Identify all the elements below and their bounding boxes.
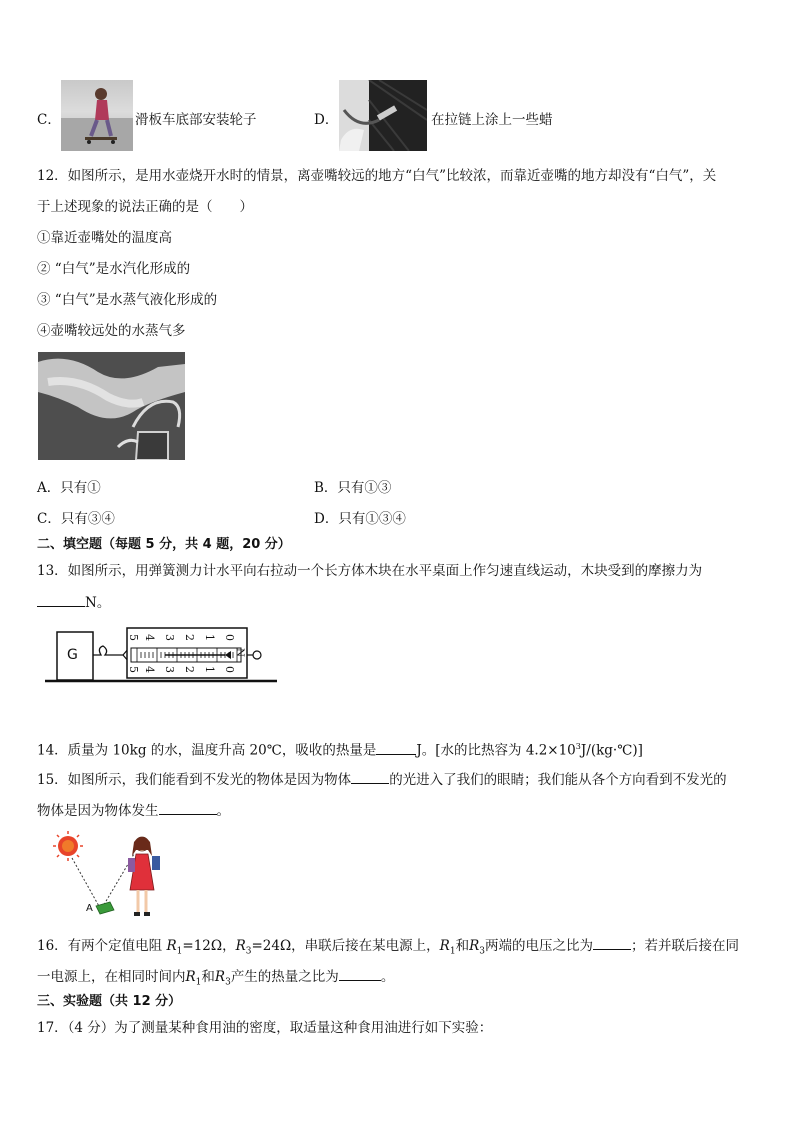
q13-unit: N。 — [85, 595, 111, 611]
q14-answer-blank[interactable] — [376, 741, 416, 755]
skateboard-photo — [61, 80, 133, 151]
q12-option-c: C．只有③④ — [37, 511, 115, 527]
scale-number: 0 — [223, 666, 236, 673]
option-d-text: 在拉链上涂上一些蜡 — [431, 112, 553, 128]
scale-number: 1 — [203, 634, 216, 641]
q14-stem: 14．质量为 10kg 的水，温度升高 20℃，吸收的热量是 J。[水的比热容为 $4.2\times 10^3J/(kg\cdot℃)$] — [37, 742, 643, 759]
q15-stem-line2: 物体是因为物体发生 。 — [37, 803, 230, 819]
option-c-text: 滑板车底部安装轮子 — [135, 112, 257, 128]
zipper-photo — [339, 80, 427, 151]
scale-number: 4 — [143, 666, 156, 673]
scale-number: 2 — [183, 634, 196, 641]
scale-number: 0 — [223, 634, 236, 641]
q12-option-d: D．只有①③④ — [314, 511, 406, 527]
q12-statement-1: ①靠近壶嘴处的温度高 — [37, 230, 172, 246]
q16-stem-line2: 一电源上，在相同时间内$R_1$和$R_3$产生的热量之比为 。 — [37, 969, 395, 988]
scale-number: 3 — [163, 634, 176, 641]
q15-stem-line1: 15．如图所示，我们能看到不发光的物体是因为物体 的光进入了我们的眼睛；我们能从各个方向看到不发光的 — [37, 772, 727, 788]
option-d-letter: D． — [314, 112, 339, 128]
section-fill-in-title: 二、填空题（每题 5 分，共 4 题，20 分） — [37, 537, 291, 552]
scale-unit: N — [233, 648, 245, 657]
q13-stem-line1: 13．如图所示，用弹簧测力计水平向右拉动一个长方体木块在水平桌面上作匀速直线运动，木块受到的摩擦力为 — [37, 563, 703, 579]
q16-stem-line1: 16．有两个定值电阻 $R_1=12\Omega$，$R_3=24\Omega$，串联后接在某电源上，$R_1$和$R_3$两端的电压之比为 ；若并联后接在同 — [37, 938, 739, 957]
q12-statement-2: ② “白气”是水汽化形成的 — [37, 261, 191, 277]
q12-stem-line1: 12．如图所示，是用水壶烧开水时的情景，离壶嘴较远的地方“白气”比较浓，而靠近壶嘴的地方却没有“白气”，关 — [37, 168, 717, 184]
scale-number: 5 — [127, 634, 140, 641]
point-a-label: A — [86, 903, 93, 914]
q15-answer-blank-2[interactable] — [159, 801, 217, 815]
q13-answer-blank[interactable] — [37, 593, 85, 607]
scale-number: 4 — [143, 634, 156, 641]
q16-answer-blank-2[interactable] — [339, 967, 381, 981]
scale-number: 1 — [203, 666, 216, 673]
scale-number: 2 — [183, 666, 196, 673]
kettle-steam-photo — [38, 352, 185, 460]
q13-stem-line2 — [37, 593, 110, 612]
q16-answer-blank-1[interactable] — [593, 936, 631, 950]
girl-figure — [128, 837, 160, 916]
q17-stem: 17．（4 分）为了测量某种食用油的密度，取适量这种食用油进行如下实验： — [37, 1020, 493, 1036]
q12-option-b: B．只有①③ — [314, 480, 392, 496]
sun-icon — [53, 831, 83, 861]
scale-number: 5 — [127, 666, 140, 673]
sun-girl-diagram — [50, 830, 170, 922]
q12-statement-3: ③ “白气”是水蒸气液化形成的 — [37, 292, 218, 308]
q12-option-a: A．只有① — [37, 480, 101, 496]
q12-statement-4: ④壶嘴较远处的水蒸气多 — [37, 323, 186, 339]
option-c-letter: C． — [37, 112, 61, 128]
section-experiment-title: 三、实验题（共 12 分） — [37, 994, 182, 1009]
block-weight-label: G — [67, 647, 78, 663]
scale-number: 3 — [163, 666, 176, 673]
q12-stem-line2: 于上述现象的说法正确的是（ ） — [37, 199, 253, 215]
spring-scale-diagram — [45, 626, 277, 684]
q15-answer-blank-1[interactable] — [351, 770, 389, 784]
